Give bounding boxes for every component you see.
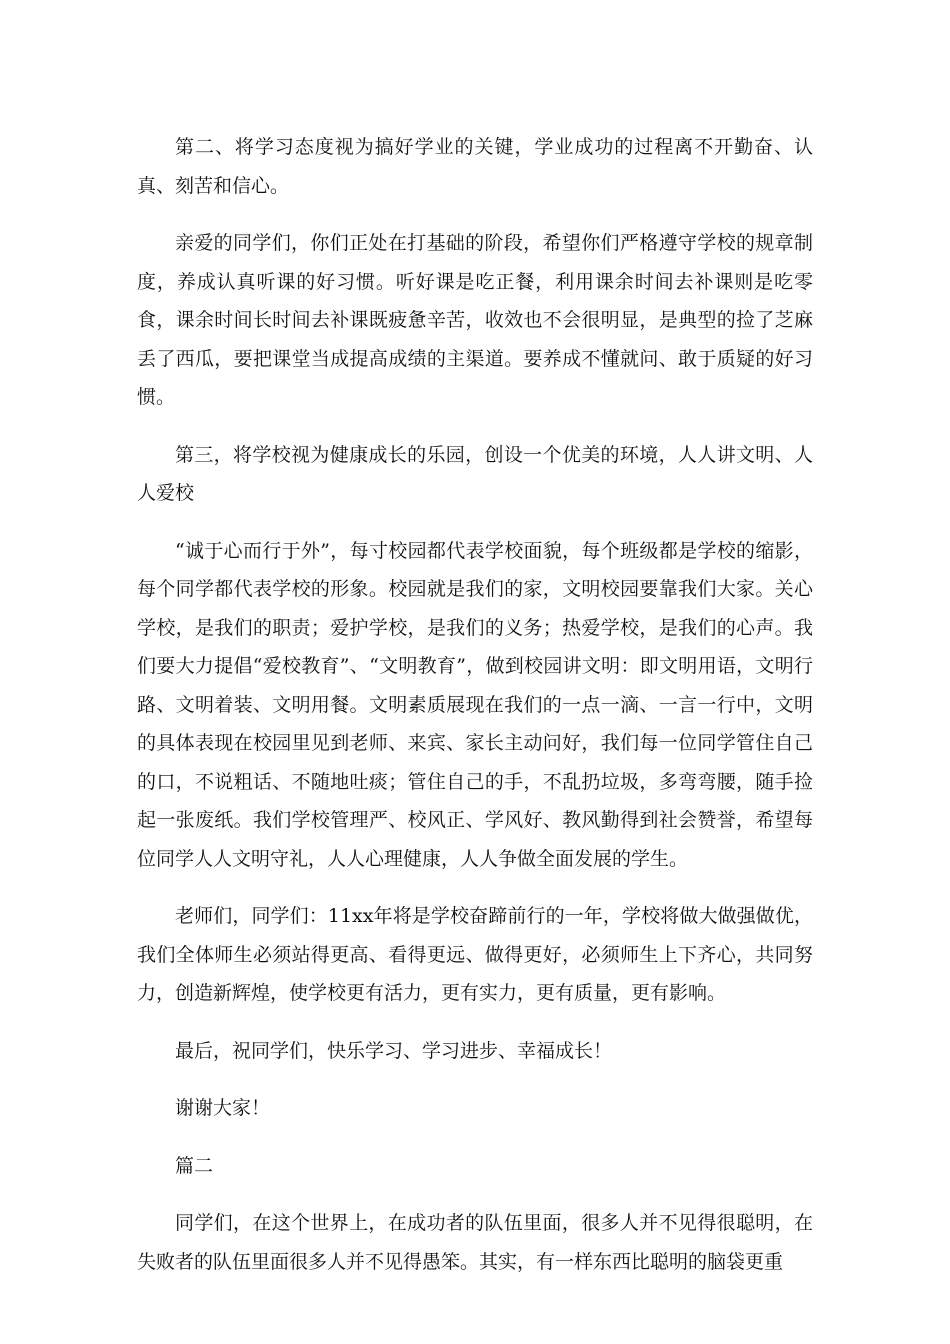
paragraph-civilized-campus: “诚于心而行于外”，每寸校园都代表学校面貌，每个班级都是学校的缩影，每个同学都代表学校的形象。校园就是我们的家，文明校园要靠我们大家。关心学校，是我们的职责；爱护学校，是我们的义务；热爱学校，是我们的心声。我们要大力提倡“爱校教育”、“文明教育”，做到校园讲文明：即文明用语，文明行路、文明着装、文明用餐。文明素质展现在我们的一点一滴、一言一行中，文明的具体表现在校园里见到老师、来宾、家长主动问好，我们每一位同学管住自己的口，不说粗话、不随地吐痰；管住自己的手，不乱扔垃圾，多弯弯腰，随手捡起一张废纸。我们学校管理严、校风正、学风好、教风勤得到社会赞誉，希望每位同学人人文明守礼，人人心理健康，人人争做全面发展的学生。 xyxy=(137,539,813,870)
paragraph-study-habits: 亲爱的同学们，你们正处在打基础的阶段，希望你们严格遵守学校的规章制度，养成认真听课的好习惯。听好课是吃正餐，利用课余时间去补课则是吃零食，课余时间长时间去补课既疲惫辛苦，收效也不会很明显，是典型的捡了芝麻丢了西瓜，要把课堂当成提高成绩的主渠道。要养成不懂就问、敢于质疑的好习惯。 xyxy=(137,232,813,408)
paragraph-second-point: 第二、将学习态度视为搞好学业的关键，学业成功的过程离不开勤奋、认真、刻苦和信心。 xyxy=(137,136,813,197)
document-page xyxy=(137,128,813,1281)
paragraph-wishes: 最后，祝同学们，快乐学习、学习进步、幸福成长！ xyxy=(175,1039,613,1062)
section-heading: 篇二 xyxy=(175,1154,214,1177)
paragraph-thanks: 谢谢大家！ xyxy=(175,1097,271,1119)
paragraph-part-two-intro: 同学们，在这个世界上，在成功者的队伍里面，很多人并不见得很聪明，在失败者的队伍里面很多人并不见得愚笨。其实，有一样东西比聪明的脑袋更重 xyxy=(137,1212,813,1273)
paragraph-teachers-students: 老师们，同学们：11xx年将是学校奋蹄前行的一年，学校将做大做强做优，我们全体师生必须站得更高、看得更远、做得更好，必须师生上下齐心，共同努力，创造新辉煌，使学校更有活力，更有实力，更有质量，更有影响。 xyxy=(137,905,813,1004)
paragraph-third-point: 第三，将学校视为健康成长的乐园，创设一个优美的环境，人人讲文明、人人爱校 xyxy=(137,443,813,504)
